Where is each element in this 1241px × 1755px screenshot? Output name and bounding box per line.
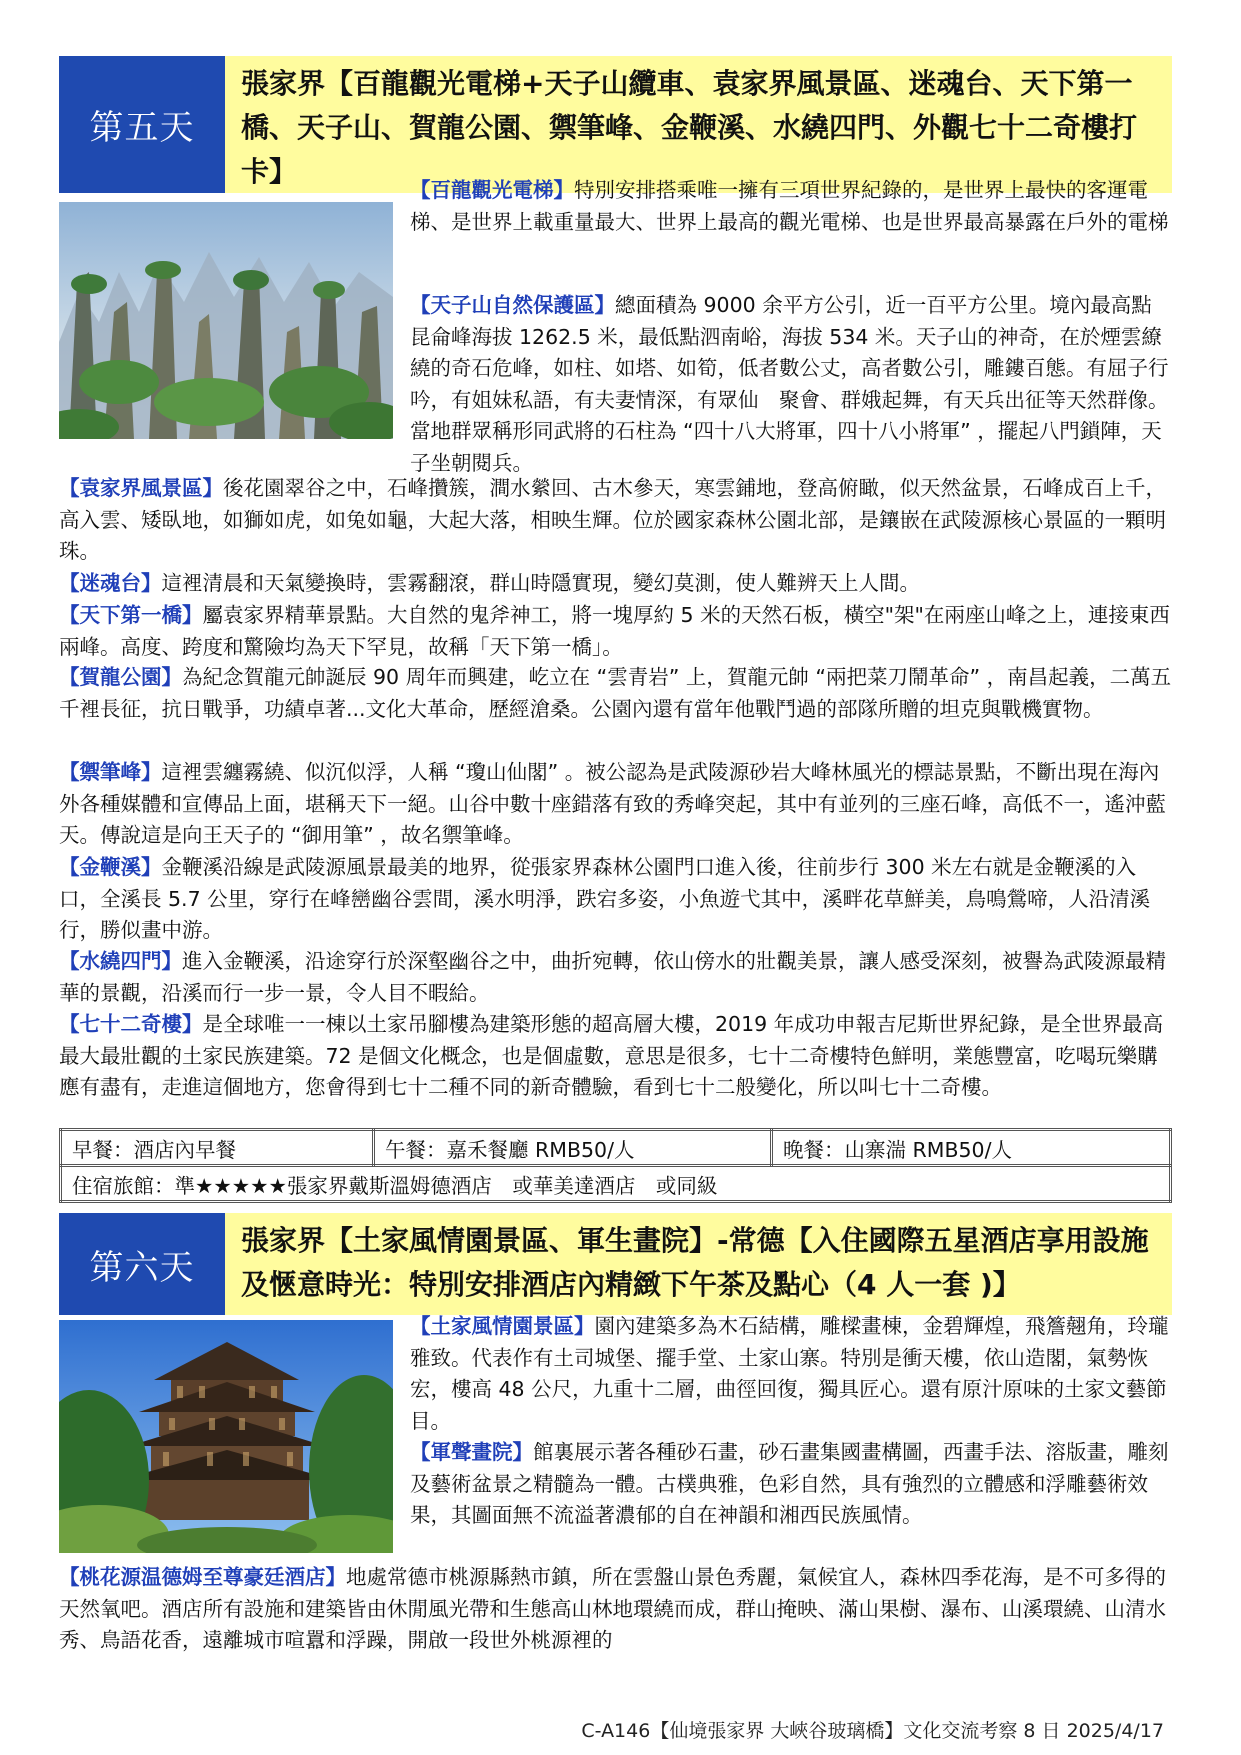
day5-title: 張家界【百龍觀光電梯+天子山纜車、袁家界風景區、迷魂台、天下第一橋、天子山、賀龍公園、禦筆峰、金鞭溪、水繞四門、外觀七十二奇樓打卡】 (241, 67, 1138, 188)
attraction-text: 為紀念賀龍元帥誕辰 90 周年而興建，屹立在 “雲青岩” 上，賀龍元帥 “兩把菜刀鬧革命” ，南昌起義，二萬五千裡長征，抗日戰爭，功績卓著...文化大革命，歷經滄桑。公園內還有當年他戰鬥過的部隊所贈的坦克與戰機實物。 (59, 665, 1172, 721)
attraction-bailong-elevator (410, 175, 1172, 238)
attraction-text: 特別安排搭乘唯一擁有三項世界紀錄的，是世界上最快的客運電梯、是世界上載重量最大、世界上最高的觀光電梯、也是世界最高暴露在戶外的電梯 (410, 178, 1169, 234)
attraction-text: 進入金鞭溪，沿途穿行於深壑幽谷之中，曲折宛轉，依山傍水的壯觀美景，讓人感受深刻，被譽為武陵源最精華的景觀，沿溪而行一步一景，令人目不暇給。 (59, 949, 1166, 1005)
attraction-tianzishan (410, 290, 1172, 479)
tujia-tower-photo (59, 1320, 393, 1553)
attraction-name: 【禦筆峰】 (59, 760, 162, 784)
attraction-taohuayuan-hotel (59, 1562, 1172, 1657)
page-footer: C-A146【仙境張家界 大峽谷玻璃橋】文化交流考察 8 日 2025/4/17 (581, 1720, 1164, 1742)
zhangjiajie-peaks-photo (59, 202, 393, 439)
day6-title: 張家界【土家風情園景區、軍生畫院】-常德【入住國際五星酒店享用設施及愜意時光：特別安排酒店內精緻下午茶及點心（4 人一套 )】 (241, 1224, 1149, 1301)
attraction-text: 屬袁家界精華景點。大自然的鬼斧神工，將一塊厚約 5 米的天然石板，橫空"架"在兩座山峰之上，連接東西兩峰。高度、跨度和驚險均為天下罕見，故稱「天下第一橋」。 (59, 603, 1170, 659)
attraction-text: 地處常德市桃源縣熱市鎮，所在雲盤山景色秀麗，氣候宜人，森林四季花海，是不可多得的天然氧吧。酒店所有設施和建築皆由休閒風光帶和生態高山林地環繞而成，群山掩映、滿山果樹、瀑布、山溪環繞、山清水秀、鳥語花香，遠離城市喧囂和浮躁，開啟一段世外桃源裡的 (59, 1565, 1166, 1652)
attraction-name: 【迷魂台】 (59, 571, 162, 595)
attraction-text: 園內建築多為木石結構，雕樑畫棟，金碧輝煌，飛簷翹角，玲瓏雅致。代表作有土司城堡、擺手堂、土家山寨。特別是衝天樓，依山造閣，氣勢恢宏，樓高 48 公尺，九重十二層，曲徑回復，獨具匠心。還有原汁原味的土家文藝節目。 (410, 1314, 1169, 1433)
attraction-72-tower (59, 1009, 1172, 1104)
attraction-helong-park (59, 662, 1172, 725)
attraction-name: 【七十二奇樓】 (59, 1012, 203, 1036)
day5-header (59, 56, 1172, 193)
attraction-yubifeng (59, 757, 1172, 852)
attraction-name: 【水繞四門】 (59, 949, 182, 973)
meal-table (59, 1128, 1172, 1203)
attraction-shuiraosimen (59, 946, 1172, 1009)
attraction-junsheng-gallery (410, 1437, 1172, 1532)
attraction-text: 是全球唯一一棟以土家吊腳樓為建築形態的超高層大樓，2019 年成功申報吉尼斯世界紀錄，是全世界最高最大最壯觀的土家民族建築。72 是個文化概念，也是個虛數，意思是很多，七十二奇樓特色鮮明，業態豐富，吃喝玩樂購應有盡有，走進這個地方，您會得到七十二種不同的新奇體驗，看到七十二般變化，所以叫七十二奇樓。 (59, 1012, 1164, 1099)
attraction-text: 這裡清晨和天氣變換時，雲霧翻滾，群山時隱實現，變幻莫測，使人難辨天上人間。 (161, 571, 920, 595)
attraction-name: 【袁家界風景區】 (59, 476, 223, 500)
day6-header (59, 1213, 1172, 1315)
hotel-cell: 住宿旅館：準★★★★★張家界戴斯溫姆德酒店 或華美達酒店 或同級 (61, 1166, 1171, 1202)
attraction-name: 【賀龍公園】 (59, 665, 182, 689)
attraction-yuanjiajie (59, 473, 1172, 568)
attraction-name: 【百龍觀光電梯】 (410, 178, 574, 202)
breakfast-cell: 早餐：酒店內早餐 (61, 1130, 374, 1166)
attraction-text: 金鞭溪沿線是武陵源風景最美的地界，從張家界森林公園門口進入後，往前步行 300 米左右就是金鞭溪的入口，全溪長 5.7 公里，穿行在峰巒幽谷雲間，溪水明淨，跌宕多姿，小魚遊弋其中，溪畔花草鮮美，鳥鳴鶯啼，人沿清溪行，勝似畫中游。 (59, 855, 1151, 942)
attraction-name: 【金鞭溪】 (59, 855, 162, 879)
attraction-name: 【天下第一橋】 (59, 603, 203, 627)
attraction-name: 【土家風情園景區】 (410, 1314, 595, 1338)
attraction-name: 【天子山自然保護區】 (410, 293, 615, 317)
attraction-text: 這裡雲纏霧繞、似沉似浮，人稱 “瓊山仙閣” 。被公認為是武陵源砂岩大峰林風光的標誌景點，不斷出現在海內外各種媒體和宣傳品上面，堪稱天下一絕。山谷中數十座錯落有致的秀峰突起，其中有並列的三座石峰，高低不一，遙沖藍天。傳說這是向王天子的 “御用筆” ，故名禦筆峰。 (59, 760, 1166, 847)
day5-badge: 第五天 (59, 56, 225, 193)
meal-row (61, 1130, 1171, 1166)
attraction-name: 【軍聲畫院】 (410, 1440, 533, 1464)
attraction-name: 【桃花源温德姆至尊豪廷酒店】 (59, 1565, 346, 1589)
hotel-row (61, 1166, 1171, 1202)
attraction-tujia-park (410, 1311, 1172, 1437)
attraction-jinbianxi (59, 852, 1172, 947)
lunch-cell: 午餐：嘉禾餐廳 RMB50/人 (374, 1130, 772, 1166)
attraction-mihuntai (59, 568, 1172, 600)
dinner-cell: 晚餐：山寨湍 RMB50/人 (772, 1130, 1171, 1166)
attraction-text: 後花園翠谷之中，石峰攢簇，澗水縈回、古木參天，寒雲鋪地，登高俯瞰，似天然盆景，石峰成百上千，高入雲、矮臥地，如獅如虎，如兔如龜，大起大落，相映生輝。位於國家森林公園北部，是鑲嵌在武陵源核心景區的一顆明珠。 (59, 476, 1166, 563)
attraction-text: 總面積為 9000 余平方公引，近一百平方公里。境內最高點昆侖峰海拔 1262.5 米，最低點泗南峪，海拔 534 米。天子山的神奇，在於煙雲繚繞的奇石危峰，如柱、如塔、如筍，低者數公丈，高者數公引，雕鏤百態。有屈子行吟，有姐妹私語，有夫妻情深，有眾仙 聚會、群娥起舞，有天兵出征等天然群像。當地群眾稱形同武將的石柱為 “四十八大將軍，四十八小將軍” ，擺起八門鎖陣，天子坐朝閱兵。 (410, 293, 1169, 475)
day6-badge: 第六天 (59, 1213, 225, 1315)
attraction-text: 館裏展示著各種砂石畫，砂石畫集國畫構圖，西畫手法、溶版畫，雕刻及藝術盆景之精髓為一體。古樸典雅，色彩自然，具有強烈的立體感和浮雕藝術效果，其圖面無不流溢著濃郁的自在神韻和湘西民族風情。 (410, 1440, 1169, 1527)
attraction-first-bridge (59, 600, 1172, 663)
